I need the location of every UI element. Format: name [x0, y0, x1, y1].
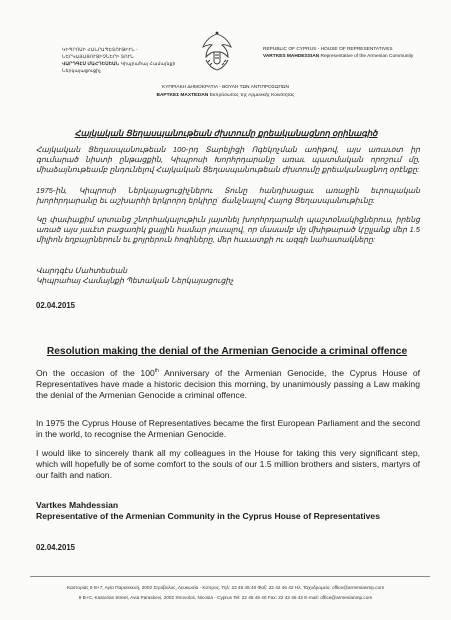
header-english-line2 [263, 53, 443, 60]
english-paragraph-1-rest: Anniversary of the Armenian Genocide, the Cyprus House of Representatives have made a historic decision this morning, by unanimously passing a Law making the denial of the Armenian Genocide a criminal offence. [36, 367, 420, 401]
header-english-name: VARTKES MAHDESSIAN [263, 54, 320, 59]
footer-address-english: 9 B+C, Kastorias Street, Avia Paraskevi, 2002 Strovolos, Nicosia - Cyprus Tel: 22 45 45 40 Fax: 22 42 46 42 E-mail: office@armenianmp.com [78, 595, 373, 600]
english-signature [36, 500, 426, 522]
header-armenian-name: ՎԱՐԴԳԷՍ ՄԱՀԴԵՍԵԱՆ [62, 61, 120, 66]
header-greek-role: Εκπρόσωπος της Αρμενικής Κοινότητας [208, 93, 295, 98]
english-title: Resolution making the denial of the Armenian Genocide a criminal offence [46, 346, 408, 357]
english-paragraph-1-sup: th [154, 368, 159, 374]
header-english-line1: REPUBLIC OF CYPRUS - HOUSE OF REPRESENTATIVES [263, 47, 393, 52]
header-english-role: Representative of the Armenian Community [319, 54, 414, 59]
armenian-title: Հայկական Ցեղասպանութեան ժխտումը քրեականացնող օրինագիծ [74, 128, 378, 138]
english-paragraph-3: I would like to sincerely thank all my colleagues in the House for taking this very significant step, which will hopefully be of some comfort to the souls of our 1.5 million brothers and sisters, martyrs of our faith and nation. [36, 448, 420, 481]
cyprus-crest-icon [198, 30, 236, 74]
english-date: 02.04.2015 [36, 543, 76, 552]
english-signature-title: Representative of the Armenian Community in the Cyprus House of Representatives [36, 511, 380, 521]
armenian-signature-name: Վարդգէս Մահտեսեան [36, 266, 128, 275]
english-signature-name: Vartkes Mahdessian [36, 500, 119, 510]
english-paragraph-1-start: On the occasion of the 100 [36, 367, 155, 378]
header-armenian-line2 [62, 60, 192, 74]
header-greek-line2 [0, 92, 451, 99]
armenian-date: 02.04.2015 [36, 301, 76, 310]
english-paragraph-1 [36, 366, 420, 401]
english-paragraph-2: In 1975 the Cyprus House of Representatives became the first European Parliament and the second in the world, to recognise the Armenian Genocide. [36, 418, 420, 440]
footer-address-greek: Καστοριάς 9 Β+7, Αγία Παρασκευή, 2002 Στρόβολος, Λευκωσία - Κύπρος. Τηλ: 22 45 45 40 Φαξ: 22 42 46 42 Ηλ. Ταχυδρομείο: office@armenianmp.com [66, 585, 385, 590]
footer-divider [30, 576, 430, 577]
header-armenian [62, 46, 192, 74]
armenian-paragraph-2: 1975-ին, Կիպրոսի Ներկայացուցիչներու Տունը հանդիսացաւ առաջին եւրոպական խորհրդարանը եւ աշխարհի երկրորդ երկիրը` ճանչնալով Հայոց Ցեղասպանութիւնը: [36, 186, 420, 205]
armenian-signature [36, 266, 420, 286]
header-armenian-role: Կիպրահայ Համայնքի Ներկայացուցիչ [62, 61, 176, 73]
armenian-paragraph-1: Հայկական Ցեղասպանութեան 100-րդ Տարելիցի Ոգեկոչման առիթով, այս առաւօտ իր գումարած նիստի ընթացքին, Կիպրոսի Խորհրդարանը առաւ պատմական որոշում մը, միաձայնութեամբ ընդունելով Հայկական Ցեղասպանութեան ժխտումը քրեականացնող օրէնքը: [36, 145, 420, 174]
header-greek-name: ΒΑΡΤΚΕΣ ΜΑΧΤΕΣΙΑΝ [156, 93, 209, 98]
header-greek-line1: ΚΥΠΡΙΑΚΗ ΔΗΜΟΚΡΑΤΙΑ - ΒΟΥΛΗ ΤΩΝ ΑΝΤΙΠΡΟΣΩΠΩΝ [162, 85, 289, 90]
header-armenian-line1: ԿԻՊՐՈՍԻ ՀԱՆՐԱՊԵՏՈՒԹԻՒՆ - ՆԵՐԿԱՅԱՑՈՒՑԻՉՆԵՐԻ ՏՈՒՆ [62, 47, 138, 59]
armenian-paragraph-3: Կը փափաքիմ սրտանց շնորհակալութիւն յայտնել խորհրդարանի պաշտօնակիցներուս, իրենց առած այս յաւէտ բացառիկ քայլին համար յուսալով, որ մասամբ մը մխիթարած կ'ըլլանք մեր 1.5 միլիոն եղբայրներուն եւ քոյրերուն հոգիները, մեր հաւատքի ու ազգի նահատակները: [36, 215, 420, 244]
armenian-signature-title: Կիպրահայ Համայնքի Պետական Ներկայացուցիչ [36, 276, 234, 285]
header-english [263, 46, 443, 60]
